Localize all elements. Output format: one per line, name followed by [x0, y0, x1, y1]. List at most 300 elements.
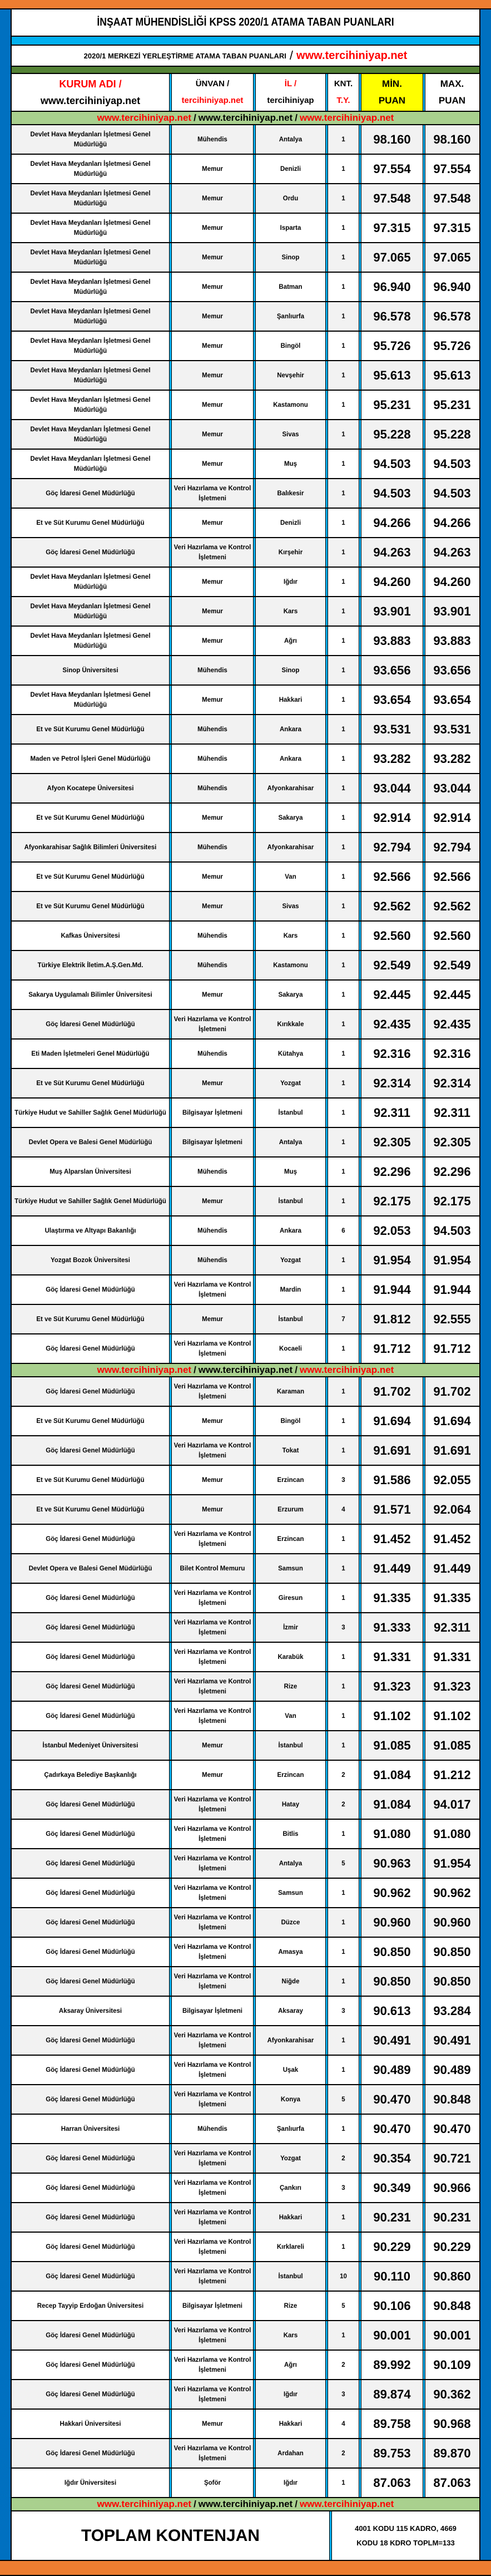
- min-puan-cell: 97.315: [373, 220, 411, 235]
- min-puan-cell: 93.044: [373, 781, 411, 795]
- il-cell: Kars: [283, 2332, 298, 2339]
- kontenjan-cell: 3: [341, 2391, 345, 2398]
- kurum-cell: Et ve Süt Kurumu Genel Müdürlüğü: [36, 726, 145, 733]
- kurum-cell: Devlet Hava Meydanları İşletmesi Genel Müdürlüğü: [30, 278, 151, 295]
- table-row: [12, 2410, 479, 2439]
- min-puan-cell: 90.106: [373, 2298, 411, 2313]
- max-puan-cell: 92.794: [433, 840, 471, 854]
- kontenjan-cell: 1: [341, 401, 345, 408]
- subtitle-url[interactable]: www.tercihiniyap.net: [296, 49, 408, 62]
- table-row: [12, 1187, 479, 1216]
- unvan-cell: Veri Hazırlama ve Kontrol İşletmeni: [173, 2238, 251, 2255]
- unvan-cell: Mühendis: [197, 755, 227, 762]
- table-row: [12, 1997, 479, 2026]
- unvan-cell: Veri Hazırlama ve Kontrol İşletmeni: [173, 1016, 251, 1033]
- il-cell: İstanbul: [278, 2273, 303, 2280]
- kurum-cell: Göç İdaresi Genel Müdürlüğü: [46, 1021, 135, 1028]
- min-puan-cell: 91.702: [373, 1384, 411, 1398]
- min-puan-cell: 91.102: [373, 1708, 411, 1723]
- kontenjan-cell: 5: [341, 1860, 345, 1867]
- unvan-cell: Memur: [202, 1771, 223, 1779]
- unvan-cell: Veri Hazırlama ve Kontrol İşletmeni: [173, 1796, 251, 1813]
- min-puan-cell: 93.531: [373, 722, 411, 736]
- max-puan-cell: 89.870: [433, 2446, 471, 2460]
- banner-slash: /: [194, 1365, 196, 1375]
- table-row: [12, 863, 479, 892]
- kurum-cell: Aksaray Üniversitesi: [58, 2007, 122, 2014]
- max-puan-cell: 90.001: [433, 2328, 471, 2342]
- banner-url-2[interactable]: www.tercihiniyap.net: [198, 2499, 293, 2509]
- header-knt-label: KNT.: [334, 79, 353, 88]
- il-cell: Isparta: [280, 224, 301, 232]
- kontenjan-cell: 1: [341, 1889, 345, 1897]
- kurum-cell: Devlet Hava Meydanları İşletmesi Genel Müdürlüğü: [30, 573, 151, 590]
- banner-url-1[interactable]: www.tercihiniyap.net: [97, 112, 192, 123]
- unvan-cell: Veri Hazırlama ve Kontrol İşletmeni: [173, 2150, 251, 2167]
- kontenjan-cell: 1: [341, 1830, 345, 1838]
- header-kontenjan: [328, 74, 359, 111]
- unvan-cell: Memur: [202, 814, 223, 821]
- kurum-cell: Göç İdaresi Genel Müdürlüğü: [46, 2184, 135, 2191]
- header-il-label: İL /: [284, 79, 297, 88]
- il-cell: Batman: [279, 283, 302, 290]
- il-cell: Samsun: [278, 1889, 303, 1897]
- il-cell: Samsun: [278, 1565, 303, 1572]
- header-ty-label: T.Y.: [336, 96, 350, 105]
- max-puan-cell: 90.962: [433, 1885, 471, 1900]
- max-puan-cell: 94.017: [433, 1797, 471, 1811]
- kurum-cell: Göç İdaresi Genel Müdürlüğü: [46, 1594, 135, 1602]
- il-cell: Yozgat: [280, 1257, 301, 1264]
- min-puan-cell: 95.228: [373, 427, 411, 441]
- min-puan-cell: 92.314: [373, 1076, 411, 1090]
- table-row: [12, 1849, 479, 1879]
- kurum-cell: Sakarya Uygulamalı Bilimler Üniversitesi: [28, 991, 152, 998]
- il-cell: Yozgat: [280, 1080, 301, 1087]
- kontenjan-cell: 2: [341, 2450, 345, 2457]
- max-puan-cell: 90.362: [433, 2387, 471, 2401]
- il-cell: Ankara: [280, 755, 301, 762]
- kontenjan-cell: 1: [341, 785, 345, 792]
- max-puan-cell: 90.848: [433, 2092, 471, 2106]
- il-cell: Ağrı: [284, 637, 297, 644]
- unvan-cell: Veri Hazırlama ve Kontrol İşletmeni: [173, 1884, 251, 1902]
- table-row: [12, 1128, 479, 1158]
- kontenjan-cell: 1: [341, 342, 345, 349]
- il-cell: Sinop: [281, 667, 300, 674]
- kurum-cell: Göç İdaresi Genel Müdürlüğü: [46, 2273, 135, 2280]
- il-cell: Kırıkkale: [277, 1021, 304, 1028]
- table-row: [12, 125, 479, 155]
- kontenjan-cell: 1: [341, 962, 345, 969]
- unvan-cell: Mühendis: [197, 2125, 227, 2132]
- banner-url-3[interactable]: www.tercihiniyap.net: [299, 112, 394, 123]
- il-cell: Uşak: [282, 2066, 299, 2073]
- banner-url-3[interactable]: www.tercihiniyap.net: [299, 1365, 394, 1375]
- max-puan-cell: 91.331: [433, 1649, 471, 1664]
- kurum-cell: Devlet Hava Meydanları İşletmesi Genel Müdürlüğü: [30, 367, 151, 384]
- unvan-cell: Veri Hazırlama ve Kontrol İşletmeni: [173, 2268, 251, 2285]
- header-unvan: [172, 74, 253, 111]
- unvan-cell: Veri Hazırlama ve Kontrol İşletmeni: [173, 1442, 251, 1459]
- min-puan-cell: 92.305: [373, 1135, 411, 1149]
- max-puan-cell: 91.691: [433, 1443, 471, 1457]
- il-cell: Şanlıurfa: [276, 313, 305, 320]
- unvan-cell: Veri Hazırlama ve Kontrol İşletmeni: [173, 1678, 251, 1695]
- min-puan-cell: 90.354: [373, 2151, 411, 2165]
- kurum-cell: Göç İdaresi Genel Müdürlüğü: [46, 1624, 135, 1631]
- il-cell: Ağrı: [284, 2361, 297, 2368]
- table-row: [12, 1525, 479, 1554]
- max-puan-cell: 90.848: [433, 2298, 471, 2313]
- max-puan-cell: 95.228: [433, 427, 471, 441]
- kurum-cell: Devlet Hava Meydanları İşletmesi Genel Müdürlüğü: [30, 190, 151, 207]
- max-puan-cell: 91.954: [433, 1253, 471, 1267]
- kurum-cell: Et ve Süt Kurumu Genel Müdürlüğü: [36, 873, 145, 880]
- min-puan-cell: 91.712: [373, 1341, 411, 1356]
- table-row: [12, 2174, 479, 2203]
- min-puan-cell: 91.691: [373, 1443, 411, 1457]
- min-puan-cell: 91.080: [373, 1826, 411, 1841]
- il-cell: Afyonkarahisar: [267, 785, 314, 792]
- il-cell: Karaman: [276, 1388, 305, 1395]
- max-puan-cell: 91.944: [433, 1282, 471, 1297]
- kurum-cell: Göç İdaresi Genel Müdürlüğü: [46, 2037, 135, 2044]
- kurum-cell: Göç İdaresi Genel Müdürlüğü: [46, 2066, 135, 2073]
- banner-slash: /: [194, 2499, 196, 2509]
- kurum-cell: Türkiye Hudut ve Sahiller Sağlık Genel Müdürlüğü: [14, 1198, 166, 1205]
- max-puan-cell: 90.229: [433, 2239, 471, 2254]
- banner-url-1[interactable]: www.tercihiniyap.net: [97, 2499, 192, 2509]
- kontenjan-cell: 1: [341, 696, 345, 703]
- max-puan-cell: 94.266: [433, 515, 471, 530]
- banner-url-2[interactable]: www.tercihiniyap.net: [198, 112, 293, 123]
- kurum-cell: Devlet Hava Meydanları İşletmesi Genel Müdürlüğü: [30, 219, 151, 237]
- max-puan-cell: 98.160: [433, 132, 471, 146]
- il-cell: Düzce: [281, 1919, 300, 1926]
- table-row: [12, 2203, 479, 2233]
- table-row: [12, 1246, 479, 1275]
- unvan-cell: Veri Hazırlama ve Kontrol İşletmeni: [173, 1530, 251, 1548]
- unvan-cell: Mühendis: [197, 785, 227, 792]
- max-puan-cell: 90.109: [433, 2357, 471, 2372]
- kurum-cell: Yozgat Bozok Üniversitesi: [51, 1257, 130, 1264]
- min-puan-cell: 92.316: [373, 1046, 411, 1061]
- kurum-cell: Kafkas Üniversitesi: [61, 932, 120, 939]
- min-puan-cell: 90.349: [373, 2180, 411, 2195]
- min-puan-cell: 91.084: [373, 1797, 411, 1811]
- kontenjan-cell: 1: [341, 873, 345, 880]
- min-puan-cell: 97.554: [373, 161, 411, 176]
- table-row: [12, 1466, 479, 1495]
- table-row: [12, 686, 479, 715]
- il-cell: Erzincan: [277, 1535, 304, 1543]
- kurum-cell: Afyon Kocatepe Üniversitesi: [47, 785, 134, 792]
- il-cell: Erzurum: [277, 1506, 304, 1513]
- max-puan-cell: 93.531: [433, 722, 471, 736]
- kurum-cell: Çadırkaya Belediye Başkanlığı: [44, 1771, 137, 1779]
- max-puan-cell: 92.316: [433, 1046, 471, 1061]
- unvan-cell: Mühendis: [197, 1168, 227, 1175]
- subtitle: [12, 46, 479, 67]
- table-row: [12, 745, 479, 774]
- table-row: [12, 1731, 479, 1761]
- kurum-cell: Ulaştırma ve Altyapı Bakanlığı: [44, 1227, 136, 1234]
- il-cell: Antalya: [279, 1860, 302, 1867]
- il-cell: İstanbul: [278, 1316, 303, 1323]
- table-header: [12, 74, 479, 112]
- min-puan-cell: 92.794: [373, 840, 411, 854]
- min-puan-cell: 93.654: [373, 692, 411, 707]
- table-row: [12, 214, 479, 243]
- score-sheet: [11, 9, 480, 2560]
- kontenjan-cell: 1: [341, 814, 345, 821]
- unvan-cell: Memur: [202, 1080, 223, 1087]
- unvan-cell: Memur: [202, 873, 223, 880]
- min-puan-cell: 90.470: [373, 2092, 411, 2106]
- max-puan-cell: 90.489: [433, 2062, 471, 2077]
- kontenjan-cell: 1: [341, 1050, 345, 1057]
- kontenjan-cell: 1: [341, 1742, 345, 1749]
- min-puan-cell: 91.323: [373, 1679, 411, 1693]
- table-row: [12, 2233, 479, 2262]
- unvan-cell: Memur: [202, 1476, 223, 1484]
- table-row: [12, 1099, 479, 1128]
- table-row: [12, 1761, 479, 1790]
- table-row: [12, 1672, 479, 1702]
- il-cell: Kırşehir: [278, 549, 303, 556]
- kurum-cell: Devlet Opera ve Balesi Genel Müdürlüğü: [28, 1139, 152, 1146]
- min-puan-cell: 91.586: [373, 1472, 411, 1487]
- kurum-cell: Iğdır Üniversitesi: [64, 2479, 117, 2486]
- il-cell: Giresun: [278, 1594, 303, 1602]
- banner-url-2[interactable]: www.tercihiniyap.net: [198, 1365, 293, 1375]
- kontenjan-cell: 1: [341, 2125, 345, 2132]
- il-cell: Sivas: [282, 431, 299, 438]
- header-max-puan-label: PUAN: [438, 95, 466, 106]
- table-row: [12, 273, 479, 302]
- unvan-cell: Memur: [202, 1316, 223, 1323]
- kurum-cell: Devlet Hava Meydanları İşletmesi Genel Müdürlüğü: [30, 603, 151, 620]
- kurum-cell: Türkiye Hudut ve Sahiller Sağlık Genel Müdürlüğü: [14, 1109, 166, 1116]
- unvan-cell: Mühendis: [197, 962, 227, 969]
- unvan-cell: Veri Hazırlama ve Kontrol İşletmeni: [173, 1340, 251, 1357]
- kontenjan-cell: 4: [341, 2420, 345, 2427]
- table-row: [12, 1938, 479, 1967]
- il-cell: Rize: [284, 1683, 297, 1690]
- kurum-cell: Göç İdaresi Genel Müdürlüğü: [46, 2361, 135, 2368]
- header-unvan-label: ÜNVAN /: [195, 79, 230, 88]
- min-puan-cell: 94.263: [373, 545, 411, 559]
- unvan-cell: Bilgisayar İşletmeni: [182, 2007, 243, 2014]
- kurum-cell: Göç İdaresi Genel Müdürlüğü: [46, 1889, 135, 1897]
- kontenjan-cell: 2: [341, 2155, 345, 2162]
- kurum-cell: Sinop Üniversitesi: [62, 667, 118, 674]
- kurum-cell: Afyonkarahisar Sağlık Bilimleri Üniversitesi: [24, 844, 157, 851]
- max-puan-cell: 93.656: [433, 663, 471, 677]
- il-cell: Denizli: [280, 519, 301, 526]
- max-puan-cell: 92.311: [433, 1620, 471, 1634]
- unvan-cell: Memur: [202, 165, 223, 173]
- kontenjan-cell: 1: [341, 1168, 345, 1175]
- unvan-cell: Memur: [202, 431, 223, 438]
- max-puan-cell: 96.940: [433, 279, 471, 294]
- table-row: [12, 155, 479, 184]
- min-puan-cell: 92.175: [373, 1194, 411, 1208]
- kontenjan-cell: 1: [341, 608, 345, 615]
- kurum-cell: Et ve Süt Kurumu Genel Müdürlüğü: [36, 1476, 145, 1484]
- max-puan-cell: 93.654: [433, 692, 471, 707]
- header-unvan-url: tercihiniyap.net: [181, 96, 244, 105]
- kontenjan-cell: 3: [341, 1476, 345, 1484]
- kontenjan-cell: 1: [341, 1948, 345, 1956]
- unvan-cell: Veri Hazırlama ve Kontrol İşletmeni: [173, 1648, 251, 1666]
- unvan-cell: Veri Hazırlama ve Kontrol İşletmeni: [173, 1619, 251, 1636]
- il-cell: Muş: [284, 460, 297, 467]
- il-cell: Kocaeli: [279, 1345, 302, 1352]
- kontenjan-cell: 1: [341, 1417, 345, 1425]
- il-cell: Muş: [284, 1168, 297, 1175]
- max-puan-cell: 93.284: [433, 2003, 471, 2018]
- kurum-cell: Devlet Hava Meydanları İşletmesi Genel Müdürlüğü: [30, 396, 151, 413]
- max-puan-cell: 90.850: [433, 1974, 471, 1988]
- kurum-cell: Göç İdaresi Genel Müdürlüğü: [46, 1712, 135, 1720]
- kurum-cell: Göç İdaresi Genel Müdürlüğü: [46, 2243, 135, 2250]
- kontenjan-cell: 1: [341, 1712, 345, 1720]
- max-puan-cell: 93.901: [433, 604, 471, 618]
- kontenjan-cell: 1: [341, 726, 345, 733]
- unvan-cell: Memur: [202, 313, 223, 320]
- min-puan-cell: 90.229: [373, 2239, 411, 2254]
- table-row: [12, 2292, 479, 2321]
- max-puan-cell: 92.296: [433, 1164, 471, 1179]
- kurum-cell: Devlet Hava Meydanları İşletmesi Genel Müdürlüğü: [30, 455, 151, 472]
- header-kurum-url: www.tercihiniyap.net: [40, 95, 141, 106]
- kontenjan-cell: 2: [341, 1771, 345, 1779]
- unvan-cell: Veri Hazırlama ve Kontrol İşletmeni: [173, 2327, 251, 2344]
- banner-slash: /: [295, 2499, 297, 2509]
- min-puan-cell: 92.311: [373, 1105, 411, 1120]
- title-container: [12, 9, 479, 37]
- kurum-cell: Göç İdaresi Genel Müdürlüğü: [46, 1535, 135, 1543]
- max-puan-cell: 93.282: [433, 751, 471, 766]
- max-puan-cell: 95.613: [433, 368, 471, 382]
- unvan-cell: Veri Hazırlama ve Kontrol İşletmeni: [173, 1855, 251, 1872]
- website-banner: [12, 112, 479, 125]
- unvan-cell: Memur: [202, 401, 223, 408]
- il-cell: Karabük: [277, 1653, 304, 1661]
- il-cell: Iğdır: [284, 578, 297, 585]
- unvan-cell: Memur: [202, 1198, 223, 1205]
- unvan-cell: Memur: [202, 224, 223, 232]
- min-puan-cell: 91.954: [373, 1253, 411, 1267]
- table-row: [12, 302, 479, 332]
- min-puan-cell: 90.489: [373, 2062, 411, 2077]
- kontenjan-cell: 1: [341, 903, 345, 910]
- unvan-cell: Veri Hazırlama ve Kontrol İşletmeni: [173, 2386, 251, 2403]
- max-puan-cell: 91.452: [433, 1531, 471, 1546]
- il-cell: Kars: [283, 608, 298, 615]
- kontenjan-cell: 2: [341, 2361, 345, 2368]
- header-il: [256, 74, 325, 111]
- max-puan-cell: 92.055: [433, 1472, 471, 1487]
- unvan-cell: Veri Hazırlama ve Kontrol İşletmeni: [173, 2091, 251, 2108]
- unvan-cell: Memur: [202, 637, 223, 644]
- il-cell: Van: [285, 873, 296, 880]
- max-puan-cell: 92.562: [433, 899, 471, 913]
- kontenjan-cell: 1: [341, 313, 345, 320]
- max-puan-cell: 96.578: [433, 309, 471, 323]
- min-puan-cell: 93.282: [373, 751, 411, 766]
- kurum-cell: Et ve Süt Kurumu Genel Müdürlüğü: [36, 1506, 145, 1513]
- kurum-cell: Göç İdaresi Genel Müdürlüğü: [46, 549, 135, 556]
- kontenjan-cell: 1: [341, 932, 345, 939]
- table-row: [12, 1010, 479, 1040]
- max-puan-cell: 91.212: [433, 1767, 471, 1782]
- kontenjan-cell: 1: [341, 2479, 345, 2486]
- kontenjan-cell: 1: [341, 637, 345, 644]
- kontenjan-cell: 1: [341, 1198, 345, 1205]
- unvan-cell: Bilgisayar İşletmeni: [182, 1139, 243, 1146]
- banner-url-1[interactable]: www.tercihiniyap.net: [97, 1365, 192, 1375]
- table-row: [12, 892, 479, 922]
- kurum-cell: Et ve Süt Kurumu Genel Müdürlüğü: [36, 1316, 145, 1323]
- min-puan-cell: 87.063: [373, 2475, 411, 2490]
- max-puan-cell: 92.305: [433, 1135, 471, 1149]
- table-row: [12, 2026, 479, 2056]
- min-puan-cell: 90.001: [373, 2328, 411, 2342]
- website-banner: [12, 2498, 479, 2511]
- table-row: [12, 2056, 479, 2085]
- table-row: [12, 1702, 479, 1731]
- kontenjan-cell: 1: [341, 283, 345, 290]
- unvan-cell: Veri Hazırlama ve Kontrol İşletmeni: [173, 2061, 251, 2078]
- kontenjan-cell: 3: [341, 2007, 345, 2014]
- min-puan-cell: 89.992: [373, 2357, 411, 2372]
- kontenjan-cell: 1: [341, 1345, 345, 1352]
- max-puan-cell: 92.560: [433, 928, 471, 943]
- table-row: [12, 538, 479, 568]
- table-row: [12, 1643, 479, 1672]
- il-cell: İzmir: [283, 1624, 298, 1631]
- banner-slash: /: [194, 112, 196, 123]
- banner-url-3[interactable]: www.tercihiniyap.net: [299, 2499, 394, 2509]
- kurum-cell: Devlet Hava Meydanları İşletmesi Genel Müdürlüğü: [30, 632, 151, 649]
- max-puan-cell: 91.954: [433, 1856, 471, 1870]
- unvan-cell: Mühendis: [197, 1227, 227, 1234]
- unvan-cell: Mühendis: [197, 1050, 227, 1057]
- unvan-cell: Memur: [202, 519, 223, 526]
- unvan-cell: Memur: [202, 254, 223, 261]
- kontenjan-cell: 1: [341, 2243, 345, 2250]
- max-puan-cell: 94.263: [433, 545, 471, 559]
- kontenjan-cell: 1: [341, 165, 345, 173]
- min-puan-cell: 95.231: [373, 397, 411, 412]
- kurum-cell: Göç İdaresi Genel Müdürlüğü: [46, 1830, 135, 1838]
- min-puan-cell: 89.758: [373, 2416, 411, 2431]
- kurum-cell: Devlet Hava Meydanları İşletmesi Genel Müdürlüğü: [30, 426, 151, 443]
- max-puan-cell: 95.231: [433, 397, 471, 412]
- table-row: [12, 1407, 479, 1436]
- kontenjan-cell: 1: [341, 372, 345, 379]
- max-puan-cell: 90.491: [433, 2033, 471, 2047]
- table-row: [12, 2085, 479, 2115]
- table-row: [12, 715, 479, 745]
- table-row: [12, 332, 479, 361]
- min-puan-cell: 90.850: [373, 1944, 411, 1959]
- table-row: [12, 1436, 479, 1466]
- table-row: [12, 1495, 479, 1525]
